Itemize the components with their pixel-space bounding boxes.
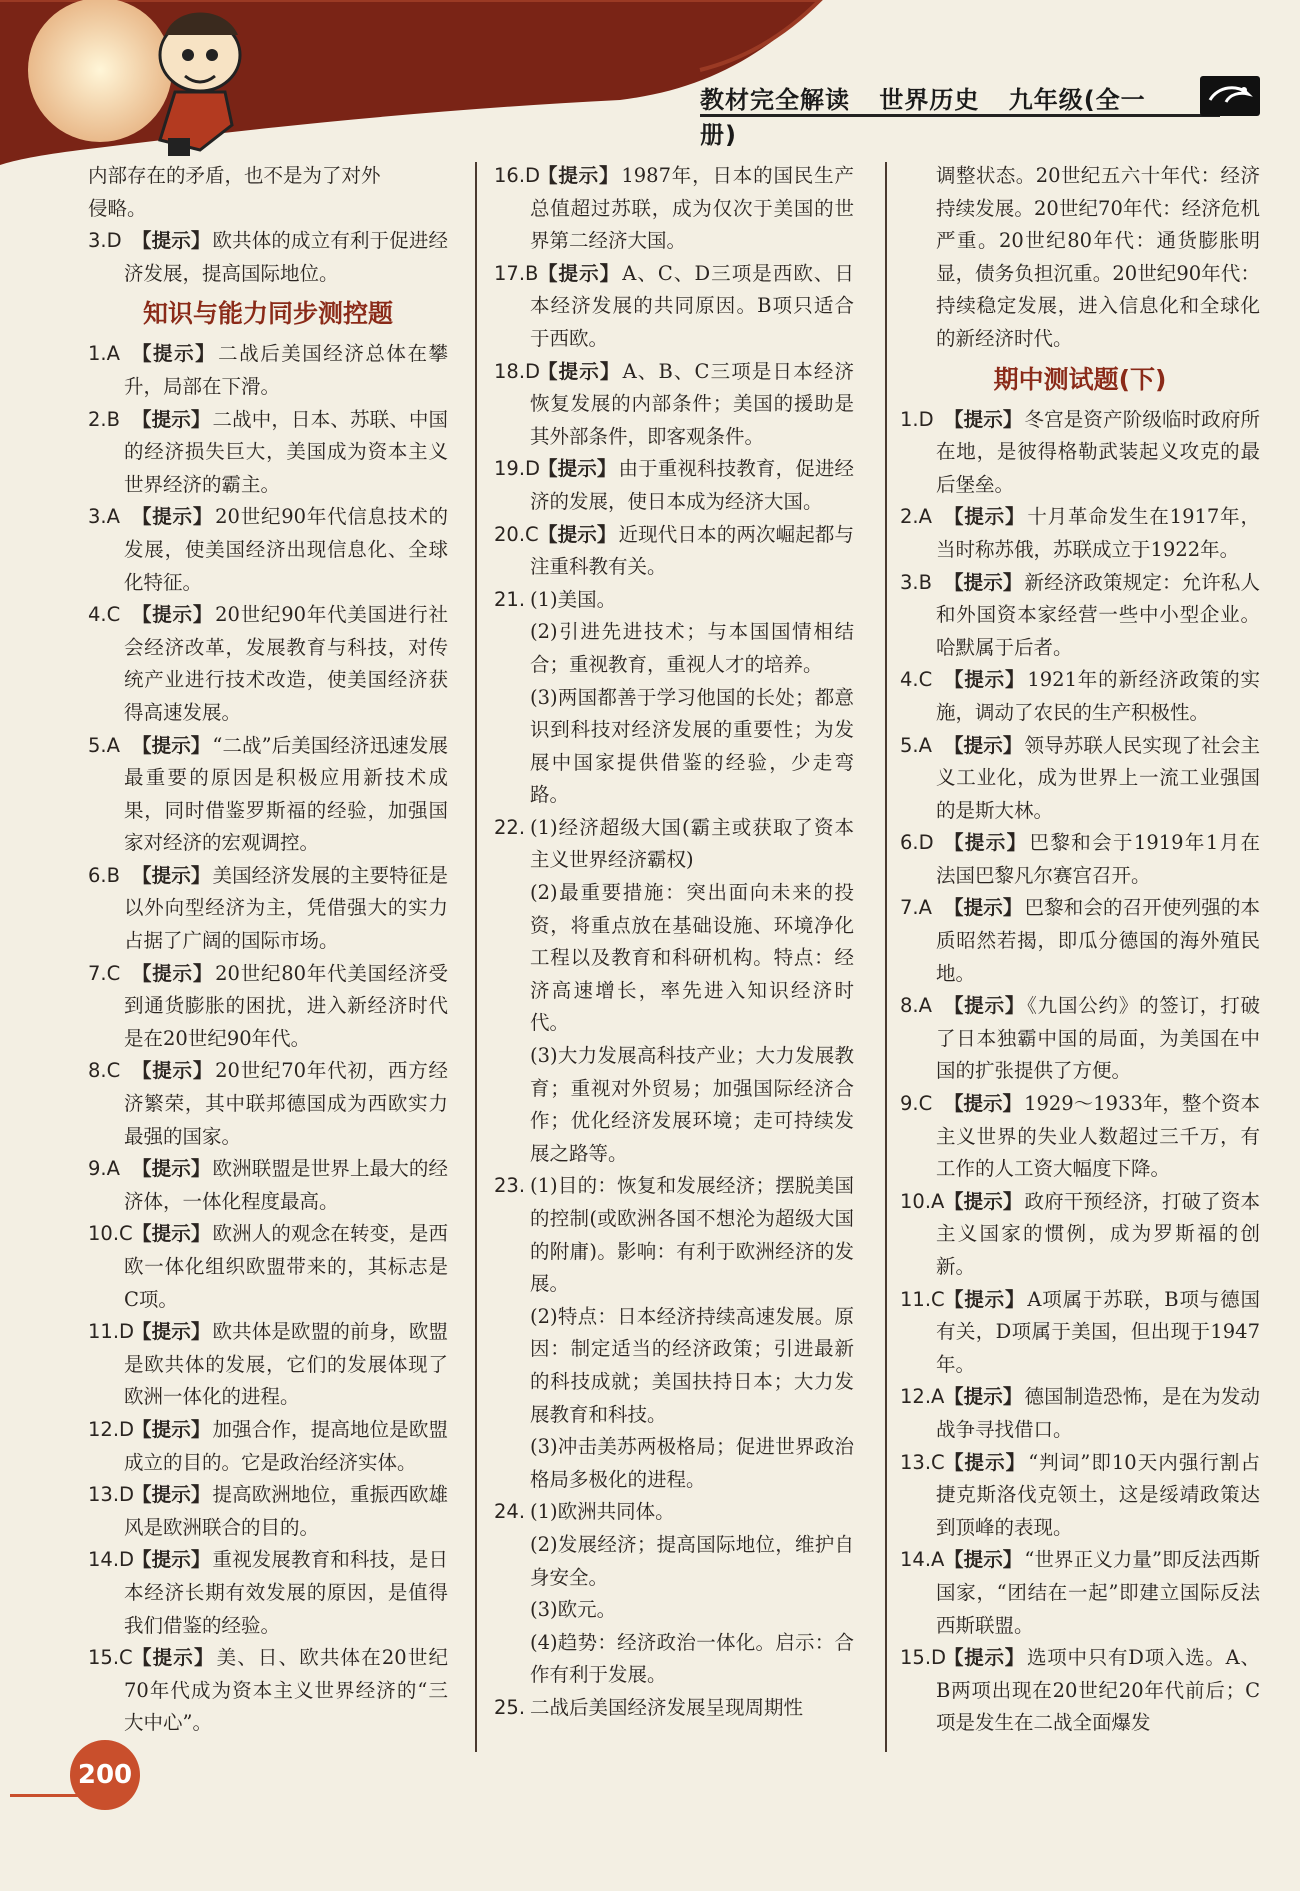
answer-item: [88, 958, 448, 1056]
answer-part: (1)目的：恢复和发展经济；摆脱美国的控制(或欧洲各国不想沦为超级大国的附庸)。影响：有利于欧洲经济的发展。: [530, 1174, 854, 1296]
answer-text: 二战后美国经济发展呈现周期性: [530, 1695, 804, 1719]
answer-number: 8.C: [88, 1059, 121, 1083]
answer-item: [900, 1186, 1260, 1284]
answer-item: [900, 892, 1260, 990]
tip-label: 【提示】: [944, 1092, 1023, 1116]
answer-item: [900, 1447, 1260, 1545]
answer-item: [494, 584, 854, 617]
answer-number: 14.A: [900, 1548, 945, 1572]
answer-text: 二战后美国经济总体在攀升，局部在下滑。: [124, 342, 448, 398]
answer-item: [88, 404, 448, 502]
answer-number: 15.D: [900, 1646, 947, 1670]
tip-label: 【提示】: [132, 603, 214, 627]
column-divider: [475, 162, 477, 1752]
tip-label: 【提示】: [132, 733, 211, 757]
answer-column-1: [88, 160, 448, 1740]
answer-number: 22.: [494, 815, 526, 839]
section-title: 知识与能力同步测控题: [142, 299, 393, 329]
answer-text: “世界正义力量”即反法西斯国家，“团结在一起”即建立国际反法西斯联盟。: [936, 1548, 1260, 1637]
answer-text: 20世纪70年代初，西方经济繁荣，其中联邦德国成为西欧实力最强的国家。: [124, 1059, 448, 1148]
tip-label: 【提示】: [944, 1189, 1023, 1213]
answer-text: 重视发展教育和科技，是日本经济长期有效发展的原因，是值得我们借鉴的经验。: [124, 1548, 448, 1637]
answer-item: [900, 730, 1260, 828]
answer-text: 政府干预经济，打破了资本主义国家的惯例，成为罗斯福的创新。: [936, 1189, 1260, 1278]
answer-number: 12.D: [88, 1417, 135, 1441]
tip-label: 【提示】: [538, 522, 617, 546]
tip-label: 【提示】: [538, 164, 620, 187]
answer-item: [88, 1642, 448, 1740]
answer-text: 新经济政策规定：允许私人和外国资本家经营一些中小型企业。哈默属于后者。: [936, 570, 1260, 659]
answer-text: 1921年的新经济政策的实施，调动了农民的生产积极性。: [936, 668, 1260, 724]
answer-item: [900, 990, 1260, 1088]
answer-number: 23.: [494, 1174, 526, 1198]
answer-text: 领导苏联人民实现了社会主义工业化，成为世界上一流工业强国的是斯大林。: [936, 733, 1260, 822]
answer-item: [88, 1316, 448, 1414]
answer-part: (1)欧洲共同体。: [530, 1500, 675, 1524]
answer-number: 4.C: [88, 603, 121, 627]
answer-number: 11.C: [900, 1287, 945, 1311]
answer-number: 15.C: [88, 1646, 133, 1670]
answer-part: (1)经济超级大国(霸主或获取了资本主义世界经济霸权): [530, 815, 854, 872]
tip-label: 【提示】: [944, 668, 1026, 692]
answer-column-2: [494, 160, 854, 1725]
answer-item: [900, 827, 1260, 892]
answer-text: 巴黎和会于1919年1月在法国巴黎凡尔赛宫召开。: [936, 831, 1260, 887]
answer-item: [494, 453, 854, 518]
tip-label: 【提示】: [944, 1287, 1026, 1311]
answer-item: [88, 1055, 448, 1153]
continued-text: 调整状态。20世纪五六十年代：经济持续发展。20世纪70年代：经济危机严重。20世纪80年代：通货膨胀明显，债务负担沉重。20世纪90年代：持续稳定发展，进入信息化和全球化的新经济时代。: [936, 164, 1260, 350]
tip-label: 【提示】: [944, 1548, 1023, 1572]
tip-label: 【提示】: [944, 1385, 1023, 1409]
answer-number: 25.: [494, 1695, 526, 1719]
answer-part: (3)欧元。: [530, 1598, 617, 1622]
page-number-rule: [10, 1794, 80, 1797]
answer-part: (3)大力发展高科技产业；大力发展教育；重视对外贸易；加强国际经济合作；优化经济发展环境；走可持续发展之路等。: [530, 1044, 854, 1165]
tip-label: 【提示】: [132, 1417, 211, 1441]
answer-text: A项属于苏联，B项与德国有关，D项属于美国，但出现于1947年。: [936, 1287, 1260, 1376]
tip-label: 【提示】: [944, 505, 1026, 529]
answer-part: (2)发展经济；提高国际地位，维护自身安全。: [530, 1532, 854, 1589]
answer-text: 欧洲联盟是世界上最大的经济体，一体化程度最高。: [124, 1157, 448, 1213]
answer-text: A、C、D三项是西欧、日本经济发展的共同原因。B项只适合于西欧。: [530, 261, 854, 350]
grade-name: 九年级(全一册): [700, 86, 1146, 149]
answer-number: 5.A: [88, 733, 120, 757]
answer-item: [88, 501, 448, 599]
tip-label: 【提示】: [538, 359, 621, 383]
answer-number: 18.D: [494, 359, 541, 383]
tip-label: 【提示】: [132, 1059, 214, 1083]
answer-number: 17.B: [494, 261, 539, 285]
answer-number: 2.A: [900, 505, 932, 529]
answer-item: [900, 1381, 1260, 1446]
answer-text: 美、日、欧共体在20世纪70年代成为资本主义世界经济的“三大中心”。: [124, 1646, 448, 1735]
answer-part: (2)最重要措施：突出面向未来的投资，将重点放在基础设施、环境净化工程以及教育和科研机构。特点：经济高速增长，率先进入知识经济时代。: [530, 881, 854, 1035]
tip-label: 【提示】: [132, 342, 217, 366]
answer-number: 19.D: [494, 457, 541, 481]
tip-label: 【提示】: [944, 1450, 1027, 1474]
answer-text: 《九国公约》的签订，打破了日本独霸中国的局面，为美国在中国的扩张提供了方便。: [936, 994, 1260, 1083]
tip-label: 【提示】: [944, 407, 1023, 431]
answer-part: (4)趋势：经济政治一体化。启示：合作有利于发展。: [530, 1630, 854, 1687]
answer-item: [900, 1642, 1260, 1740]
answer-part: (1)美国。: [530, 587, 617, 611]
answer-item: [900, 404, 1260, 502]
answer-item: [494, 812, 854, 877]
answer-item: [900, 1088, 1260, 1186]
tip-label: 【提示】: [132, 407, 211, 431]
answer-number: 2.B: [88, 407, 120, 431]
answer-item: [900, 501, 1260, 566]
answer-text: 欧洲人的观念在转变，是西欧一体化组织欧盟带来的，其标志是C项。: [124, 1222, 448, 1311]
answer-number: 24.: [494, 1500, 526, 1524]
answer-number: 13.C: [900, 1450, 945, 1474]
answer-number: 10.A: [900, 1189, 945, 1213]
answer-number: 1.D: [900, 407, 934, 431]
answer-text: 冬宫是资产阶级临时政府所在地，是彼得格勒武装起义攻克的最后堡垒。: [936, 407, 1260, 496]
answer-text: 美国经济发展的主要特征是以外向型经济为主，凭借强大的实力占据了广阔的国际市场。: [124, 863, 448, 953]
answer-text: 1987年，日本的国民生产总值超过苏联，成为仅次于美国的世界第二经济大国。: [530, 164, 854, 253]
continued-line: 侵略。: [88, 196, 147, 220]
answer-text: 欧共体的成立有利于促进经济发展，提高国际地位。: [124, 229, 448, 285]
answer-number: 5.A: [900, 733, 932, 757]
answer-text: 德国制造恐怖，是在为发动战争寻找借口。: [936, 1385, 1260, 1441]
answer-item: [88, 338, 448, 403]
answer-text: 1929～1933年，整个资本主义世界的失业人数超过三千万，有工作的人工资大幅度下降。: [936, 1092, 1260, 1181]
answer-number: 6.D: [900, 831, 934, 855]
answer-number: 3.D: [88, 229, 122, 253]
answer-text: 由于重视科技教育，促进经济的发展，使日本成为经济大国。: [530, 457, 854, 513]
answer-column-3: [900, 160, 1260, 1740]
subject-name: 世界历史: [879, 86, 980, 114]
answer-text: 加强合作，提高地位是欧盟成立的目的。它是政治经济实体。: [124, 1417, 448, 1474]
tip-label: 【提示】: [944, 896, 1023, 920]
tip-label: 【提示】: [944, 994, 1026, 1018]
book-name: 教材完全解读: [700, 86, 850, 114]
answer-item: [494, 258, 854, 356]
tip-label: 【提示】: [132, 1548, 211, 1572]
tip-label: 【提示】: [944, 733, 1023, 757]
tip-label: 【提示】: [132, 1646, 215, 1670]
tip-label: 【提示】: [132, 863, 211, 887]
tip-label: 【提示】: [132, 961, 214, 985]
answer-text: 欧共体是欧盟的前身，欧盟是欧共体的发展，它们的发展体现了欧洲一体化的进程。: [124, 1320, 448, 1409]
answer-number: 1.A: [88, 342, 120, 366]
answer-item: [88, 860, 448, 958]
answer-number: 8.A: [900, 994, 932, 1018]
answer-text: “判词”即10天内强行割占捷克斯洛伐克领土，这是绥靖政策达到顶峰的表现。: [936, 1450, 1260, 1539]
answer-text: A、B、C三项是日本经济恢复发展的内部条件；美国的援助是其外部条件，即客观条件。: [530, 359, 854, 448]
tip-label: 【提示】: [132, 505, 214, 529]
tip-label: 【提示】: [538, 457, 617, 481]
header-rule: [700, 114, 1220, 117]
answer-text: 十月革命发生在1917年，当时称苏俄，苏联成立于1922年。: [936, 505, 1260, 561]
answer-number: 6.B: [88, 863, 120, 887]
answer-item: [88, 1153, 448, 1218]
answer-item: [88, 1218, 448, 1316]
answer-item: [900, 567, 1260, 665]
answer-number: 21.: [494, 587, 526, 611]
answer-item: [88, 730, 448, 860]
answer-item: [900, 1284, 1260, 1382]
answer-number: 12.A: [900, 1385, 945, 1409]
tip-label: 【提示】: [132, 1483, 211, 1507]
answer-item: [494, 1496, 854, 1529]
tip-label: 【提示】: [132, 1320, 211, 1344]
answer-text: 20世纪90年代信息技术的发展，使美国经济出现信息化、全球化特征。: [124, 505, 448, 594]
tip-label: 【提示】: [944, 831, 1028, 855]
answer-item: [88, 1544, 448, 1642]
answer-item: [900, 664, 1260, 729]
answer-item: [88, 225, 448, 290]
answer-part: (3)两国都善于学习他国的长处；都意识到科技对经济发展的重要性；为发展中国家提供借鉴的经验，少走弯路。: [530, 685, 854, 807]
answer-item: [900, 1544, 1260, 1642]
answer-number: 10.C: [88, 1222, 133, 1246]
tip-label: 【提示】: [132, 1222, 211, 1246]
answer-text: 提高欧洲地位，重振西欧雄风是欧洲联合的目的。: [124, 1483, 448, 1539]
answer-text: 20世纪80年代美国经济受到通货膨胀的困扰，进入新经济时代是在20世纪90年代。: [124, 961, 448, 1050]
answer-text: 选项中只有D项入选。A、B两项出现在20世纪20年代前后；C项是发生在二战全面爆发: [936, 1646, 1260, 1735]
tip-label: 【提示】: [944, 570, 1023, 594]
answer-text: “二战”后美国经济迅速发展最重要的原因是积极应用新技术成果，同时借鉴罗斯福的经验，加强国家对经济的宏观调控。: [124, 733, 448, 855]
answer-part: (2)引进先进技术；与本国国情相结合；重视教育，重视人才的培养。: [530, 620, 854, 676]
answer-number: 4.C: [900, 668, 933, 692]
answer-number: 13.D: [88, 1483, 135, 1507]
answer-number: 7.C: [88, 961, 121, 985]
answer-part: (3)冲击美苏两极格局；促进世界政治格局多极化的进程。: [530, 1435, 854, 1491]
answer-item: [494, 519, 854, 584]
answer-item: [494, 1170, 854, 1300]
answer-number: 9.C: [900, 1092, 933, 1116]
answer-text: 近现代日本的两次崛起都与注重科教有关。: [530, 522, 854, 579]
answer-number: 7.A: [900, 896, 932, 920]
answer-item: [494, 356, 854, 454]
tip-label: 【提示】: [538, 261, 621, 285]
answer-number: 3.B: [900, 570, 932, 594]
answer-number: 16.D: [494, 164, 541, 187]
tip-label: 【提示】: [132, 1157, 211, 1181]
answer-number: 14.D: [88, 1548, 135, 1572]
answer-number: 11.D: [88, 1320, 135, 1344]
answer-text: 20世纪90年代美国进行社会经济改革，发展教育与科技，对传统产业进行技术改造，使美国经济获得高速发展。: [124, 603, 448, 724]
answer-item: [494, 1692, 854, 1725]
column-divider: [885, 162, 887, 1752]
answer-text: 巴黎和会的召开使列强的本质昭然若揭，即瓜分德国的海外殖民地。: [936, 896, 1260, 985]
answer-text: 二战中，日本、苏联、中国的经济损失巨大，美国成为资本主义世界经济的霸主。: [124, 407, 448, 496]
tip-label: 【提示】: [944, 1646, 1026, 1670]
answer-item: [88, 1414, 448, 1479]
answer-number: 9.A: [88, 1157, 120, 1181]
answer-item: [88, 1479, 448, 1544]
answer-number: 3.A: [88, 505, 120, 529]
page-number: 200: [70, 1740, 140, 1810]
answer-part: (2)特点：日本经济持续高速发展。原因：制定适当的经济政策；引进最新的科技成就；美国扶持日本；大力发展教育和科技。: [530, 1304, 854, 1426]
section-title: 期中测试题(下): [993, 364, 1167, 394]
answer-item: [494, 160, 854, 258]
answer-number: 20.C: [494, 522, 539, 546]
tip-label: 【提示】: [132, 229, 211, 253]
publisher-logo-icon: [1200, 76, 1260, 116]
continued-line: 内部存在的矛盾，也不是为了对外: [88, 164, 381, 187]
answer-item: [88, 599, 448, 729]
